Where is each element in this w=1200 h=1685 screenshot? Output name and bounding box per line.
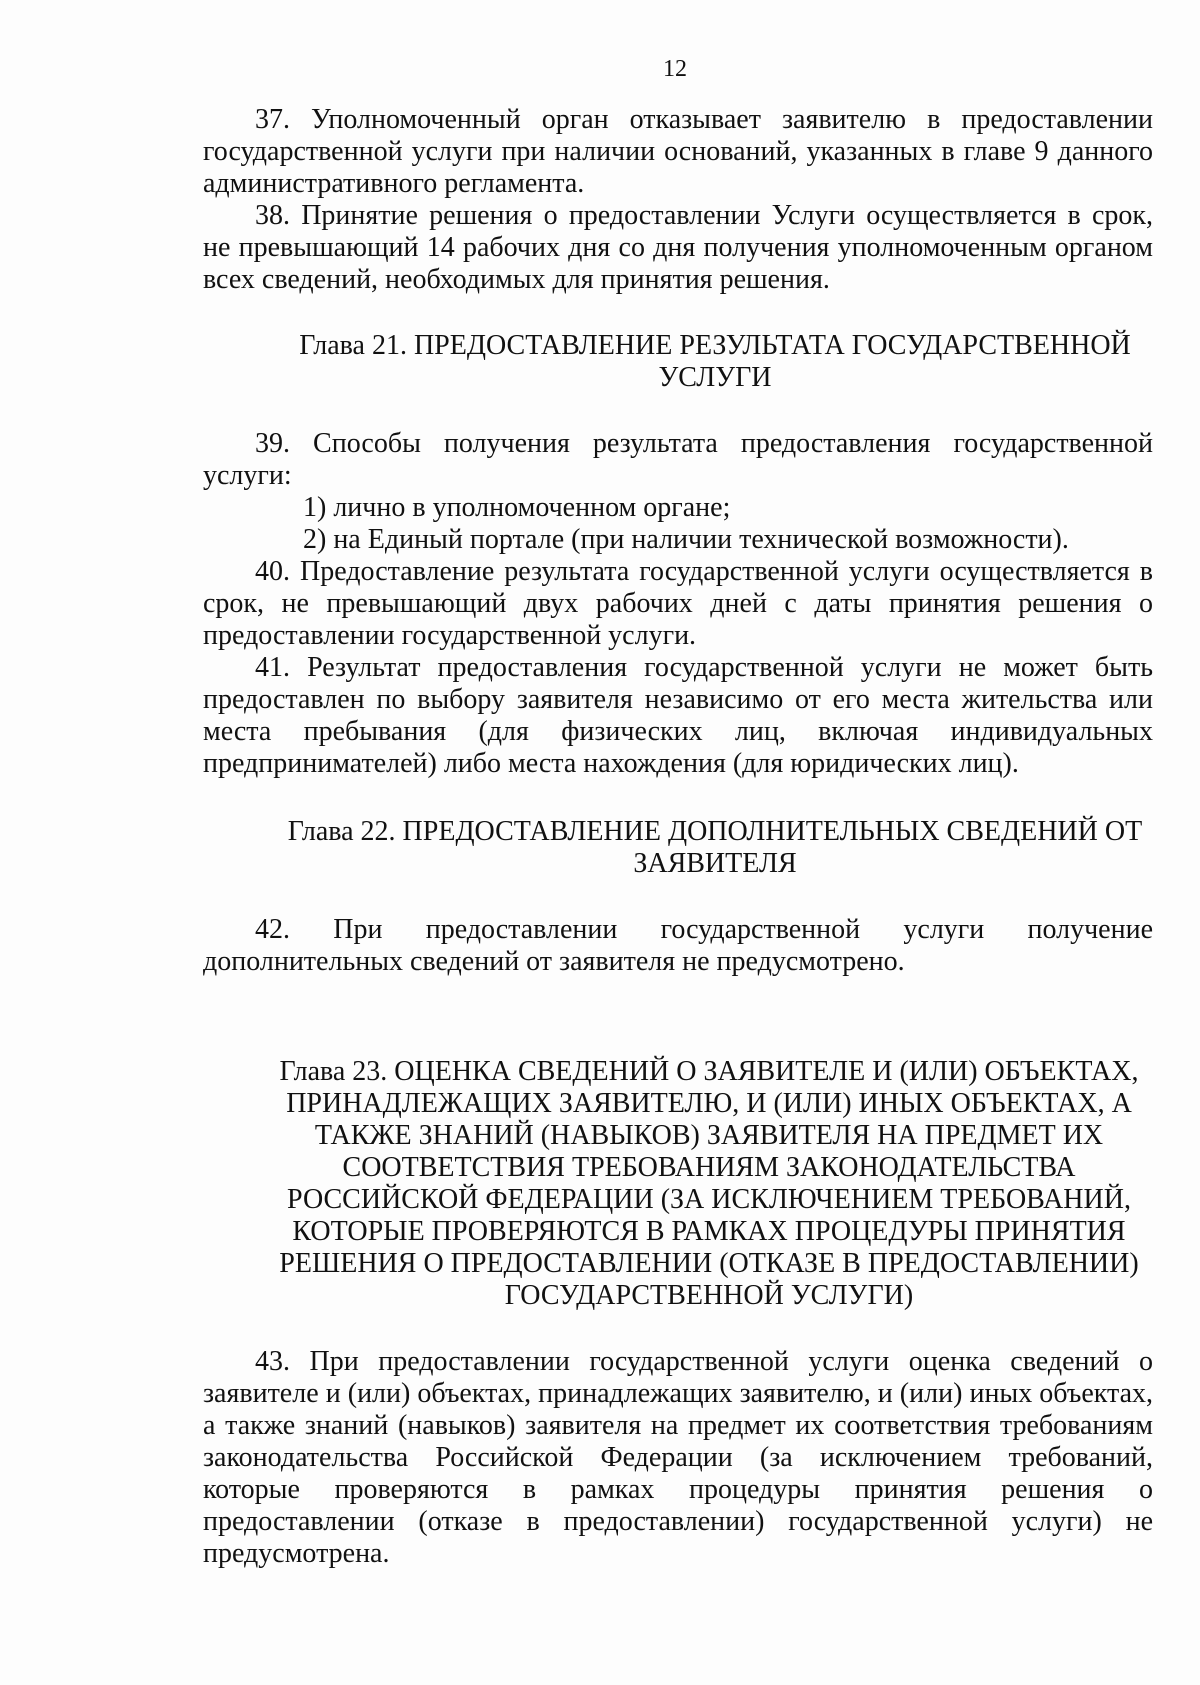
paragraph-37: 37. Уполномоченный орган отказывает заявителю в предоставлении государственной услуги при наличии оснований, указанных в главе 9 данного административного регламента. [203,104,1153,199]
chapter-23-heading-line: ТАКЖЕ ЗНАНИЙ (НАВЫКОВ) ЗАЯВИТЕЛЯ НА ПРЕДМЕТ ИХ [314,1120,1104,1151]
paragraph-39: 39. Способы получения результата предоставления государственной услуги: [203,428,1153,491]
chapter-23-heading-line: РОССИЙСКОЙ ФЕДЕРАЦИИ (ЗА ИСКЛЮЧЕНИЕМ ТРЕБОВАНИЙ, [287,1184,1131,1215]
paragraph-39-item-1: 1) лично в уполномоченном органе; [303,492,731,523]
document-body [203,104,1153,1570]
chapter-23-heading-line: ГОСУДАРСТВЕННОЙ УСЛУГИ) [504,1280,914,1311]
chapter-22-heading [203,816,1153,880]
chapter-22-heading-line: ЗАЯВИТЕЛЯ [633,848,797,879]
chapter-23-heading-line: КОТОРЫЕ ПРОВЕРЯЮТСЯ В РАМКАХ ПРОЦЕДУРЫ ПРИНЯТИЯ [292,1216,1126,1247]
paragraph-41: 41. Результат предоставления государственной услуги не может быть предоставлен по выбору заявителя независимо от его места жительства или места пребывания (для физических лиц, включая индивидуальных предпринимателей) либо места нахождения (для юридических лиц). [203,652,1153,779]
chapter-23-heading-line: Глава 23. ОЦЕНКА СВЕДЕНИЙ О ЗАЯВИТЕЛЕ И (ИЛИ) ОБЪЕКТАХ, [279,1056,1139,1087]
page-number: 12 [663,56,687,82]
paragraph-43: 43. При предоставлении государственной услуги оценка сведений о заявителе и (или) объектах, принадлежащих заявителю, и (или) иных объектах, а также знаний (навыков) заявителя на предмет их соответствия требованиям законодательства Российской Федерации (за исключением требований, которые проверяются в рамках процедуры принятия решения о предоставлении (отказе в предоставлении) государственной услуги) не предусмотрена. [203,1346,1153,1569]
paragraph-42: 42. При предоставлении государственной услуги получение дополнительных сведений от заявителя не предусмотрено. [203,914,1153,977]
chapter-23-heading-line: ПРИНАДЛЕЖАЩИХ ЗАЯВИТЕЛЮ, И (ИЛИ) ИНЫХ ОБЪЕКТАХ, А [286,1088,1132,1119]
chapter-21-heading-line: УСЛУГИ [658,362,772,393]
chapter-23-heading-line: РЕШЕНИЯ О ПРЕДОСТАВЛЕНИИ (ОТКАЗЕ В ПРЕДОСТАВЛЕНИИ) [279,1248,1139,1279]
paragraph-40: 40. Предоставление результата государственной услуги осуществляется в срок, не превышающий двух рабочих дней с даты принятия решения о предоставлении государственной услуги. [203,556,1153,651]
paragraph-38: 38. Принятие решения о предоставлении Услуги осуществляется в срок, не превышающий 14 рабочих дня со дня получения уполномоченным органом всех сведений, необходимых для принятия решения. [203,200,1153,295]
chapter-21-heading [203,330,1153,394]
paragraph-39-item-2: 2) на Единый портале (при наличии технической возможности). [303,524,1069,555]
chapter-23-heading [203,1056,1153,1312]
chapter-22-heading-line: Глава 22. ПРЕДОСТАВЛЕНИЕ ДОПОЛНИТЕЛЬНЫХ СВЕДЕНИЙ ОТ [287,816,1143,847]
chapter-23-heading-line: СООТВЕТСТВИЯ ТРЕБОВАНИЯМ ЗАКОНОДАТЕЛЬСТВА [342,1152,1076,1183]
chapter-21-heading-line: Глава 21. ПРЕДОСТАВЛЕНИЕ РЕЗУЛЬТАТА ГОСУДАРСТВЕННОЙ [299,330,1131,361]
